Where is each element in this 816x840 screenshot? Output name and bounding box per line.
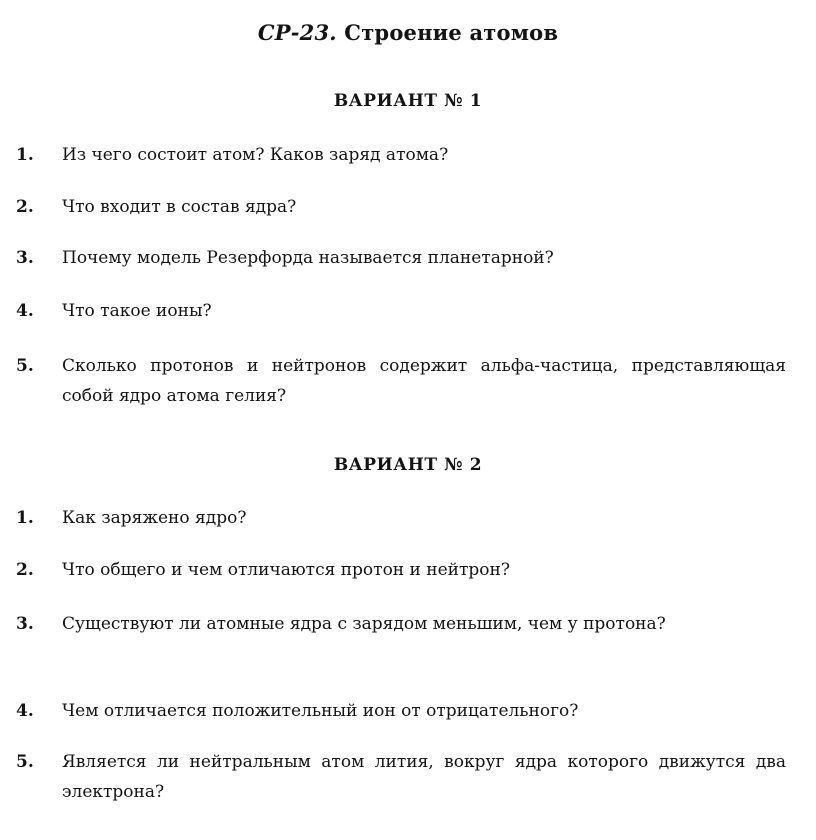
question-number: 4.	[16, 301, 34, 321]
variant-1-question-4	[16, 296, 786, 326]
question-number: 4.	[16, 701, 34, 721]
variant-1-heading: ВАРИАНТ № 1	[333, 91, 483, 111]
variant-2-question-3	[16, 609, 786, 639]
variant-2-heading: ВАРИАНТ № 2	[333, 455, 483, 475]
title-code: СР-23.	[257, 20, 337, 45]
question-text: Что входит в состав ядра?	[62, 197, 297, 217]
page-title	[0, 20, 816, 45]
question-number: 5.	[16, 752, 34, 772]
variant-1-question-3	[16, 243, 786, 273]
variant-1-question-2	[16, 192, 786, 222]
variant-1-question-1	[16, 140, 786, 170]
question-text: Что такое ионы?	[62, 301, 212, 321]
question-number: 3.	[16, 614, 34, 634]
question-number: 2.	[16, 197, 34, 217]
variant-2-question-2	[16, 555, 786, 585]
variant-2-question-1	[16, 503, 786, 533]
question-text: Чем отличается положительный ион от отрицательного?	[62, 701, 579, 721]
question-text: Из чего состоит атом? Каков заряд атома?	[62, 145, 449, 165]
question-text: Почему модель Резерфорда называется планетарной?	[62, 248, 554, 268]
question-text: Что общего и чем отличаются протон и нейтрон?	[62, 560, 510, 580]
title-text: Строение атомов	[336, 20, 559, 45]
variant-2-question-5	[16, 747, 786, 807]
question-number: 1.	[16, 508, 34, 528]
variant-1-question-5	[16, 351, 786, 411]
variant-2-question-4	[16, 696, 786, 726]
question-text: Сколько протонов и нейтронов содержит альфа-частица, представляющая собой ядро атома гелия?	[62, 356, 786, 406]
question-number: 5.	[16, 356, 34, 376]
question-text: Как заряжено ядро?	[62, 508, 247, 528]
question-text: Является ли нейтральным атом лития, вокруг ядра которого движутся два электрона?	[62, 752, 786, 802]
question-number: 2.	[16, 560, 34, 580]
question-text: Существуют ли атомные ядра с зарядом меньшим, чем у протона?	[62, 614, 666, 634]
question-number: 1.	[16, 145, 34, 165]
question-number: 3.	[16, 248, 34, 268]
